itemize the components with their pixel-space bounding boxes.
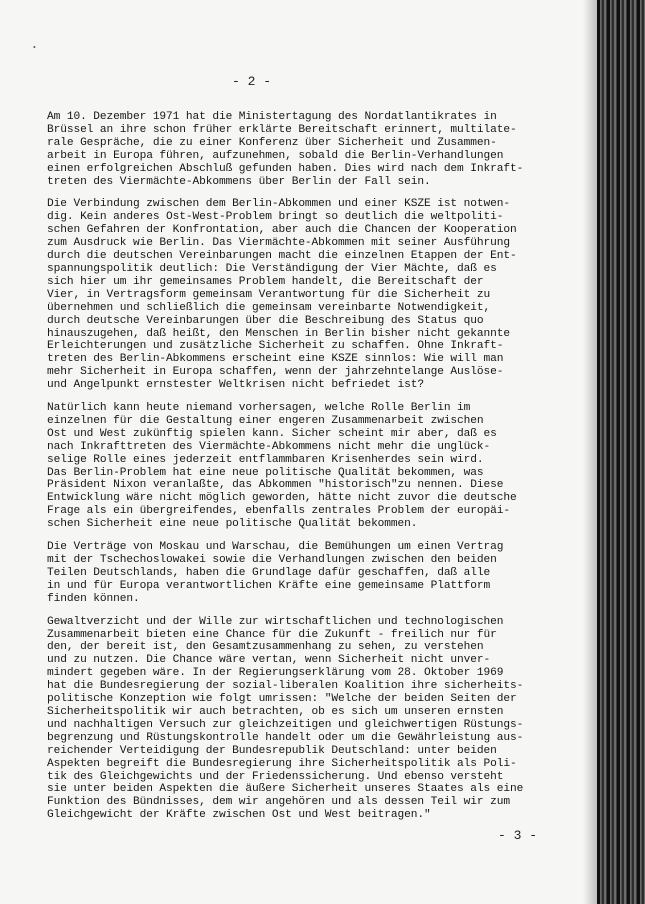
paragraph-line: Gewaltverzicht und der Wille zur wirtschaftlichen und technologischen (47, 615, 504, 628)
paragraph-line: sich hier um ihr gemeinsames Problem handelt, die Bereitschaft der (47, 275, 484, 288)
paragraph-line: Die Verträge von Moskau und Warschau, die Bemühungen um einen Vertrag (47, 541, 504, 554)
paragraph-line: Die Verbindung zwischen dem Berlin-Abkommen und einer KSZE ist notwen- (47, 198, 510, 211)
paragraph-line: Am 10. Dezember 1971 hat die Ministertagung des Nordatlantikrates in (47, 111, 497, 123)
paragraph-line: hinauszugehen, daß heißt, den Menschen in Berlin bisher nicht gekannte (47, 327, 510, 340)
scan-shadow (583, 0, 597, 904)
paragraph-line: Natürlich kann heute niemand vorhersagen, welche Rolle Berlin im (47, 402, 471, 415)
scan-speck: • (33, 43, 36, 52)
paragraph-line: finden können. (47, 592, 140, 605)
paragraph-line: in und für Europa verantwortlichen Kräfte eine gemeinsame Plattform (47, 579, 491, 592)
scan-binding-edge (597, 0, 645, 904)
paragraph-line: Sicherheitspolitik wir auch betrachten, ob es sich um unseren ernsten (47, 705, 504, 718)
paragraph-line: selige Rolle eines jederzeit entflammbaren Krisenherdes sein wird. (47, 453, 484, 466)
paragraph-line: einen erfolgreichen Abschluß gefunden haben. Dies wird nach dem Inkraft- (47, 162, 524, 175)
paragraph-line: mehr Sicherheit in Europa schaffen, wenn der jahrzehntelange Auslöse- (47, 366, 504, 379)
paragraph-line: Ost und West zukünftig spielen kann. Sicher scheint mir aber, daß es (47, 427, 497, 440)
paragraph-line: Funktion des Bündnisses, dem wir angehören und als dessen Teil wir zum (47, 796, 510, 809)
paragraph-line: Brüssel an ihre schon früher erklärte Bereitschaft erinnert, multilate- (47, 123, 517, 136)
paragraph-line: treten des Viermächte-Abkommens über Berlin der Fall sein. (47, 175, 431, 188)
paragraph-line: nach Inkrafttreten des Viermächte-Abkommens nicht mehr die unglück- (47, 440, 491, 453)
paragraph-line: hat die Bundesregierung der sozial-liberalen Koalition ihre sicherheits- (47, 680, 524, 693)
paragraph-line: durch deutsche Vereinbarungen über die Beschreibung des Status quo (47, 314, 484, 327)
paragraph-line: spannungspolitik deutlich: Die Verständigung der Vier Mächte, daß es (47, 262, 497, 275)
paragraph-1 (47, 111, 582, 188)
paragraph-line: tik des Gleichgewichts und der Friedenssicherung. Und ebenso versteht (47, 770, 504, 783)
paragraph-line: Frage als ein übergreifendes, ebenfalls zentrales Problem der europäi- (47, 505, 510, 518)
paragraph-line: mit der Tschechoslowakei sowie die Verhandlungen zwischen den beiden (47, 554, 497, 566)
paragraph-line: sie unter beiden Aspekten die äußere Sicherheit unseres Staates als eine (47, 783, 524, 796)
paragraph-line: Präsident Nixon veranlaßte, das Abkommen "historisch"zu nennen. Diese (47, 479, 504, 492)
paragraph-line: und Angelpunkt ernstester Weltkrisen nicht befriedet ist? (47, 379, 424, 392)
paragraph-line: einzelnen für die Gestaltung einer engeren Zusammenarbeit zwischen (47, 414, 484, 427)
paragraph-line: Teilen Deutschlands, haben die Grundlage dafür geschaffen, daß alle (47, 566, 491, 579)
paragraph-line: Erleichterungen und zusätzliche Sicherheit zu schaffen. Ohne Inkraft- (47, 340, 504, 353)
paragraph-line: dig. Kein anderes Ost-West-Problem bringt so deutlich die weltpoliti- (47, 211, 504, 224)
paragraph-4 (47, 541, 582, 606)
paragraph-3 (47, 402, 582, 531)
paragraph-line: und zu nutzen. Die Chance wäre vertan, wenn Sicherheit nicht unver- (47, 654, 491, 667)
paragraph-5 (47, 616, 582, 823)
document-body (47, 111, 582, 832)
paragraph-line: den, der bereit ist, den Gesamtzusammenhang zu sehen, zu verstehen (47, 641, 484, 654)
paragraph-line: Zusammenarbeit bieten eine Chance für die Zukunft - freilich nur für (47, 628, 497, 641)
paragraph-line: und nachhaltigen Versuch zur gleichzeitigen und gleichwertigen Rüstungs- (47, 718, 524, 731)
paragraph-line: übernehmen und schließlich die gemeinsam vereinbarte Notwendigkeit, (47, 301, 491, 314)
paragraph-2 (47, 198, 582, 392)
paragraph-line: schen Sicherheit eine neue politische Qualität bekommen. (47, 518, 418, 531)
paragraph-line: Gleichgewicht der Kräfte zwischen Ost und West beitragen." (47, 809, 431, 822)
paragraph-line: Aspekten begreift die Bundesregierung ihre Sicherheitspolitik als Poli- (47, 757, 517, 770)
paragraph-line: rale Gespräche, die zu einer Konferenz über Sicherheit und Zusammen- (47, 136, 497, 149)
paragraph-line: durch die deutschen Vereinbarungen macht die einzelnen Etappen der Ent- (47, 250, 517, 263)
paragraph-line: mindert gegeben wäre. In der Regierungserklärung vom 28. Oktober 1969 (47, 667, 504, 680)
paragraph-line: treten des Berlin-Abkommens erscheint eine KSZE sinnlos: Wie will man (47, 353, 504, 366)
page-number: - 2 - (232, 74, 272, 89)
paragraph-line: Das Berlin-Problem hat eine neue politische Qualität bekommen, was (47, 466, 484, 479)
paragraph-line: schen Gefahren der Konfrontation, aber auch die Chancen der Kooperation (47, 224, 517, 237)
paragraph-line: politische Konzeption wie folgt umrissen: "Welche der beiden Seiten der (47, 693, 517, 706)
paragraph-line: reichender Verteidigung der Bundesrepublik Deutschland: unter beiden (47, 744, 497, 757)
paragraph-line: begrenzung und Rüstungskontrolle handelt oder um die Gewährleistung aus- (47, 731, 524, 744)
next-page-number: - 3 - (498, 828, 538, 843)
paragraph-line: zum Ausdruck wie Berlin. Das Viermächte-Abkommen mit seiner Ausführung (47, 237, 510, 250)
paragraph-line: Vier, in Vertragsform gemeinsam Verantwortung für die Sicherheit zu (47, 288, 491, 301)
paragraph-line: Entwicklung wäre nicht möglich geworden, hätte nicht zuvor die deutsche (47, 492, 517, 505)
paragraph-line: arbeit in Europa führen, aufzunehmen, sobald die Berlin-Verhandlungen (47, 149, 504, 162)
